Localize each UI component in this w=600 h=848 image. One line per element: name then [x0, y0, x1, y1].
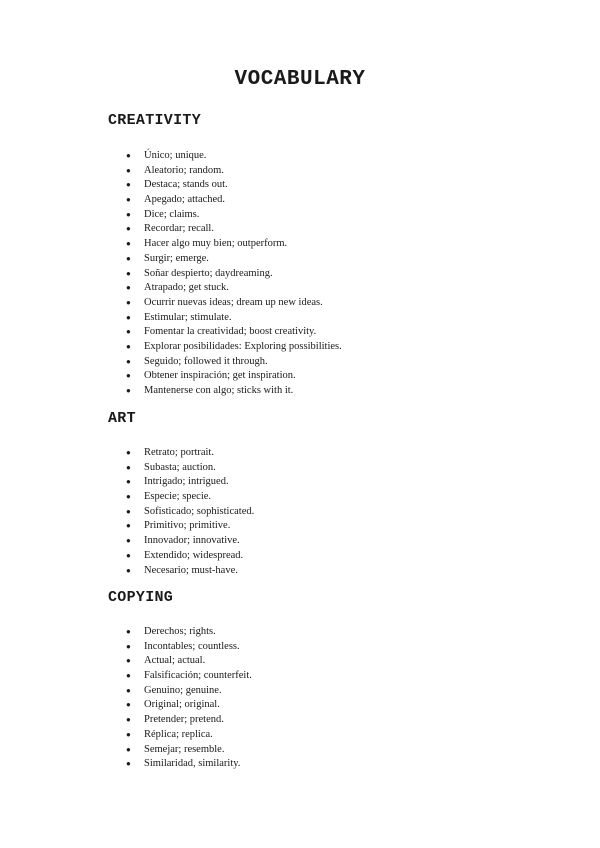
vocab-entry: Estimular; stimulate.: [144, 311, 232, 323]
list-item: [126, 222, 342, 237]
list-item: [126, 369, 342, 384]
bullet-icon: ●: [126, 209, 131, 219]
list-item: [126, 164, 342, 179]
section-heading-copying: COPYING: [108, 589, 174, 606]
vocab-entry: Seguido; followed it through.: [144, 355, 268, 367]
vocab-entry: Intrigado; intrigued.: [144, 476, 229, 488]
list-item: [126, 490, 254, 505]
vocab-entry: Dice; claims.: [144, 208, 200, 220]
bullet-icon: ●: [126, 700, 131, 710]
section-heading-art: ART: [108, 410, 136, 427]
bullet-icon: ●: [126, 477, 131, 487]
vocab-entry: Necesario; must-have.: [144, 564, 238, 576]
vocab-entry: Explorar posibilidades: Exploring possibilities.: [144, 340, 342, 352]
bullet-icon: ●: [126, 268, 131, 278]
list-item: [126, 267, 342, 282]
bullet-icon: ●: [126, 656, 131, 666]
list-item: [126, 654, 252, 669]
list-item: [126, 534, 254, 549]
list-item: [126, 325, 342, 340]
list-item: [126, 728, 252, 743]
vocab-entry: Derechos; rights.: [144, 626, 216, 637]
list-item: [126, 698, 252, 713]
list-item: [126, 461, 254, 476]
list-item: [126, 281, 342, 296]
document-title: VOCABULARY: [234, 68, 366, 91]
vocab-entry: Ocurrir nuevas ideas; dream up new ideas.: [144, 296, 323, 308]
bullet-icon: ●: [126, 627, 131, 636]
vocab-entry: Sofisticado; sophisticated.: [144, 505, 255, 517]
bullet-icon: ●: [126, 536, 131, 546]
bullet-icon: ●: [126, 151, 131, 160]
vocab-entry: Incontables; countless.: [144, 640, 240, 652]
vocab-entry: Único; unique.: [144, 150, 207, 161]
bullet-icon: ●: [126, 165, 131, 175]
art-vocab-list: [126, 446, 254, 578]
bullet-icon: ●: [126, 759, 131, 769]
list-item: [126, 311, 342, 326]
bullet-icon: ●: [126, 283, 131, 293]
vocab-entry: Apegado; attached.: [144, 194, 226, 206]
vocab-entry: Original; original.: [144, 699, 220, 711]
bullet-icon: ●: [126, 224, 131, 234]
bullet-icon: ●: [126, 715, 131, 725]
list-item: [126, 296, 342, 311]
list-item: [126, 669, 252, 684]
list-item: [126, 252, 342, 267]
vocab-entry: Subasta; auction.: [144, 461, 216, 473]
vocab-entry: Extendido; widespread.: [144, 549, 244, 561]
list-item: [126, 743, 252, 758]
list-item: [126, 519, 254, 534]
bullet-icon: ●: [126, 462, 131, 472]
bullet-icon: ●: [126, 671, 131, 681]
bullet-icon: ●: [126, 685, 131, 695]
list-item: [126, 340, 342, 355]
bullet-icon: ●: [126, 492, 131, 502]
vocab-entry: Recordar; recall.: [144, 223, 214, 235]
bullet-icon: ●: [126, 565, 131, 575]
list-item: [126, 475, 254, 490]
vocab-entry: Soñar despierto; daydreaming.: [144, 267, 273, 279]
list-item: [126, 178, 342, 193]
list-item: [126, 446, 254, 461]
bullet-icon: ●: [126, 729, 131, 739]
bullet-icon: ●: [126, 371, 131, 381]
list-item: [126, 384, 342, 399]
vocab-entry: Mantenerse con algo; sticks with it.: [144, 385, 294, 396]
list-item: [126, 564, 254, 579]
vocab-entry: Genuino; genuine.: [144, 684, 222, 696]
section-heading-creativity: CREATIVITY: [108, 112, 202, 129]
list-item: [126, 208, 342, 223]
bullet-icon: ●: [126, 356, 131, 366]
bullet-icon: ●: [126, 239, 131, 249]
bullet-icon: ●: [126, 448, 131, 457]
bullet-icon: ●: [126, 253, 131, 263]
vocab-entry: Destaca; stands out.: [144, 179, 228, 191]
vocab-entry: Réplica; replica.: [144, 728, 213, 740]
list-item: [126, 505, 254, 520]
vocab-entry: Fomentar la creatividad; boost creativity.: [144, 326, 317, 338]
list-item: [126, 757, 252, 772]
list-item: [126, 149, 342, 164]
list-item: [126, 713, 252, 728]
vocab-entry: Hacer algo muy bien; outperform.: [144, 238, 288, 250]
vocab-entry: Retrato; portrait.: [144, 447, 214, 458]
vocab-entry: Semejar; resemble.: [144, 743, 225, 755]
bullet-icon: ●: [126, 641, 131, 651]
bullet-icon: ●: [126, 506, 131, 516]
vocab-entry: Surgir; emerge.: [144, 252, 209, 264]
list-item: [126, 625, 252, 640]
vocab-entry: Falsificación; counterfeit.: [144, 670, 252, 682]
list-item: [126, 640, 252, 655]
vocab-entry: Primitivo; primitive.: [144, 520, 231, 532]
list-item: [126, 684, 252, 699]
vocab-entry: Pretender; pretend.: [144, 714, 224, 726]
vocab-entry: Especie; specie.: [144, 491, 212, 503]
vocab-entry: Innovador; innovative.: [144, 535, 240, 547]
creativity-vocab-list: [126, 149, 342, 399]
bullet-icon: ●: [126, 386, 131, 395]
bullet-icon: ●: [126, 195, 131, 205]
bullet-icon: ●: [126, 297, 131, 307]
list-item: [126, 237, 342, 252]
vocab-entry: Similaridad, similarity.: [144, 758, 241, 770]
list-item: [126, 355, 342, 370]
list-item: [126, 549, 254, 564]
vocab-entry: Actual; actual.: [144, 655, 206, 667]
copying-vocab-list: [126, 625, 252, 772]
bullet-icon: ●: [126, 521, 131, 531]
bullet-icon: ●: [126, 327, 131, 337]
bullet-icon: ●: [126, 744, 131, 754]
bullet-icon: ●: [126, 341, 131, 351]
vocab-entry: Obtener inspiración; get inspiration.: [144, 370, 296, 382]
list-item: [126, 193, 342, 208]
bullet-icon: ●: [126, 180, 131, 190]
bullet-icon: ●: [126, 550, 131, 560]
vocab-entry: Aleatorio; random.: [144, 164, 224, 176]
vocab-entry: Atrapado; get stuck.: [144, 282, 229, 294]
bullet-icon: ●: [126, 312, 131, 322]
